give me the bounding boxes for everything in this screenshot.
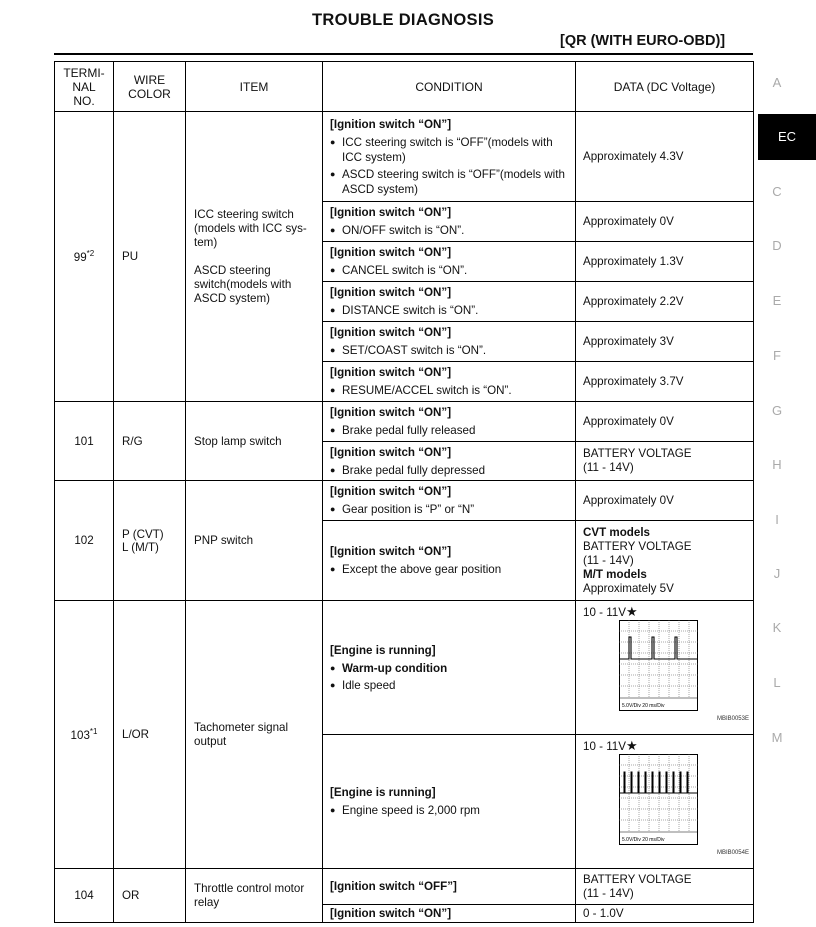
table-row: [55, 481, 754, 521]
header-data: DATA (DC Voltage): [576, 62, 754, 112]
table-header-row: [55, 62, 754, 112]
data-cell: 10 - 11V★ 5.0V/Div 20 ms/Div MBIB0053E: [576, 601, 754, 735]
condition-cell: [Ignition switch “ON”]: [323, 905, 576, 923]
header-terminal: TERMI- NAL NO.: [55, 62, 114, 112]
condition-cell: [Engine is running] ● Warm-up condition ● Idle speed: [323, 601, 576, 735]
table-row: [55, 869, 754, 905]
side-tab-i[interactable]: I: [775, 512, 779, 527]
terminal-number: 102: [55, 481, 114, 601]
data-cell: Approximately 4.3V: [576, 112, 754, 202]
table-row: [55, 402, 754, 442]
item-cell: ICC steering switch (models with ICC sys- tem) ASCD steering switch(models with ASCD system): [186, 112, 323, 402]
side-tab-g[interactable]: G: [771, 403, 783, 418]
header-wire-color: WIRE COLOR: [114, 62, 186, 112]
svg-text:5.0V/Div 20 ms/Div: 5.0V/Div 20 ms/Div: [622, 703, 665, 709]
data-cell: Approximately 3V: [576, 322, 754, 362]
condition-cell: [Ignition switch “ON”] ● Brake pedal fully released: [323, 402, 576, 442]
page-title: TROUBLE DIAGNOSIS: [311, 11, 495, 29]
terminal-number: 99$^{*2}$: [55, 112, 114, 402]
side-tab-l[interactable]: L: [773, 675, 781, 690]
condition-cell: [Ignition switch “ON”] ● RESUME/ACCEL switch is “ON”.: [323, 362, 576, 402]
data-cell: Approximately 0V: [576, 402, 754, 442]
side-tab-m[interactable]: M: [771, 730, 783, 745]
data-cell: BATTERY VOLTAGE (11 - 14V): [576, 869, 754, 905]
wire-color: OR: [114, 869, 186, 923]
wire-color: R/G: [114, 402, 186, 481]
svg-text:5.0V/Div 20 ms/Div: 5.0V/Div 20 ms/Div: [622, 837, 665, 843]
side-tab-h[interactable]: H: [772, 457, 782, 472]
condition-cell: [Ignition switch “ON”] ● Except the above gear position: [323, 521, 576, 601]
terminal-number: 104: [55, 869, 114, 923]
data-cell: Approximately 3.7V: [576, 362, 754, 402]
condition-cell: [Ignition switch “OFF”]: [323, 869, 576, 905]
terminal-table: [54, 61, 754, 923]
condition-cell: [Ignition switch “ON”] ● ON/OFF switch is “ON”.: [323, 202, 576, 242]
wire-color: P (CVT) L (M/T): [114, 481, 186, 601]
figure-code: MBIB0053E: [716, 716, 749, 722]
item-cell: Tachometer signal output: [186, 601, 323, 869]
data-cell: Approximately 2.2V: [576, 282, 754, 322]
side-tab-k[interactable]: K: [772, 620, 782, 635]
side-tab-j[interactable]: J: [773, 566, 781, 581]
data-cell: 0 - 1.0V: [576, 905, 754, 923]
condition-cell: [Ignition switch “ON”] ● ICC steering switch is “OFF”(models with ICC system) ● ASCD steering switch is “OFF”(models with ASCD system): [323, 112, 576, 202]
terminal-number: 103$^{*1}$: [55, 601, 114, 869]
condition-cell: [Ignition switch “ON”] ● Gear position is “P” or “N”: [323, 481, 576, 521]
item-cell: Throttle control motor relay: [186, 869, 323, 923]
table-row: [55, 112, 754, 202]
item-cell: PNP switch: [186, 481, 323, 601]
section-subtitle: [QR (WITH EURO-OBD)]: [560, 33, 726, 49]
side-tab-d[interactable]: D: [772, 238, 782, 253]
data-cell: Approximately 1.3V: [576, 242, 754, 282]
star-icon: ★: [625, 738, 638, 753]
data-cell: Approximately 0V: [576, 202, 754, 242]
oscilloscope-waveform-2000rpm: [619, 754, 699, 846]
wire-color: L/OR: [114, 601, 186, 869]
side-tab-f[interactable]: F: [773, 348, 781, 363]
star-icon: ★: [625, 604, 638, 619]
condition-cell: [Ignition switch “ON”] ● DISTANCE switch is “ON”.: [323, 282, 576, 322]
data-cell: 10 - 11V★ 5.0V/Div 20 ms/Div MBIB0054E: [576, 735, 754, 869]
header-condition: CONDITION: [323, 62, 576, 112]
side-tab-c[interactable]: C: [772, 184, 782, 199]
data-cell: Approximately 0V: [576, 481, 754, 521]
condition-cell: [Engine is running] ● Engine speed is 2,000 rpm: [323, 735, 576, 869]
table-row: [55, 601, 754, 735]
terminal-number: 101: [55, 402, 114, 481]
condition-cell: [Ignition switch “ON”] ● CANCEL switch is “ON”.: [323, 242, 576, 282]
side-tab-e[interactable]: E: [772, 293, 782, 308]
figure-code: MBIB0054E: [716, 850, 749, 856]
header-rule: [54, 53, 753, 55]
side-tab-a[interactable]: A: [772, 75, 782, 90]
condition-cell: [Ignition switch “ON”] ● SET/COAST switch is “ON”.: [323, 322, 576, 362]
condition-cell: [Ignition switch “ON”] ● Brake pedal fully depressed: [323, 442, 576, 481]
header-item: ITEM: [186, 62, 323, 112]
oscilloscope-waveform-idle: [619, 620, 699, 712]
data-cell: BATTERY VOLTAGE (11 - 14V): [576, 442, 754, 481]
wire-color: PU: [114, 112, 186, 402]
item-cell: Stop lamp switch: [186, 402, 323, 481]
data-cell: CVT models BATTERY VOLTAGE (11 - 14V) M/T models Approximately 5V: [576, 521, 754, 601]
side-tab-ec[interactable]: EC: [758, 114, 816, 160]
